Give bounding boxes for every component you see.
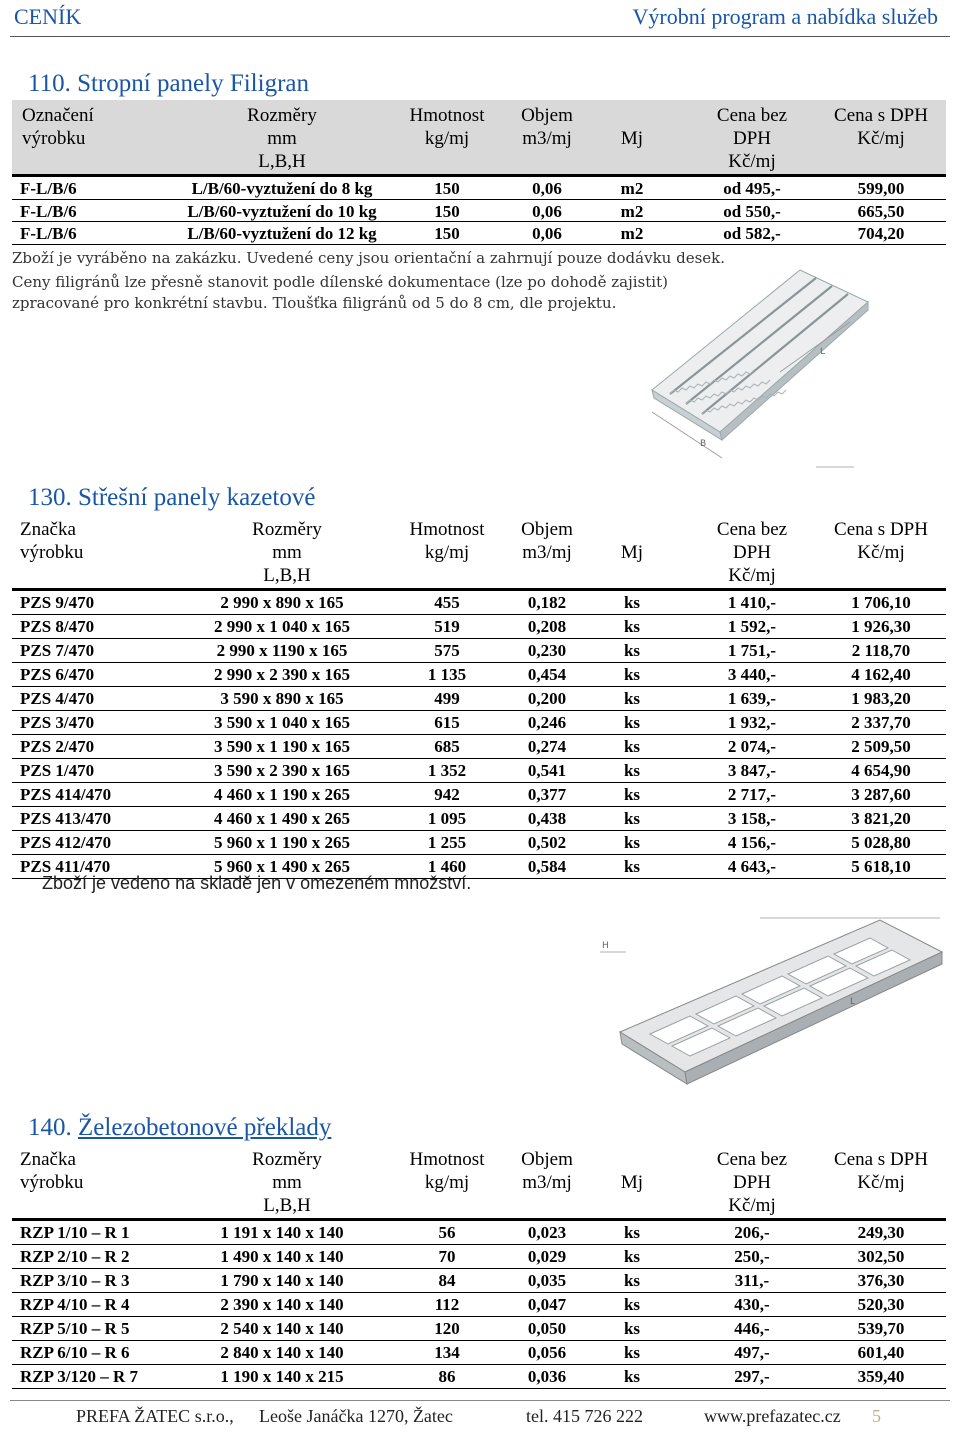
cell-price-net: 430,- [734, 1295, 770, 1314]
cell-designation: PZS 2/470 [20, 737, 95, 756]
cell-price-net: 297,- [734, 1367, 770, 1386]
cell-price-gross: 4 162,40 [851, 665, 911, 684]
col-price-net-header: Cena bez DPH Kč/mj [716, 1149, 788, 1216]
cell-weight: 120 [434, 1319, 460, 1338]
cell-price-net: 3 847,- [727, 761, 777, 780]
cell-volume: 0,502 [527, 833, 567, 852]
cell-weight: 150 [434, 201, 460, 221]
cell-price-gross: 2 118,70 [851, 641, 911, 660]
cell-price-net: 3 158,- [727, 809, 777, 828]
cell-price-net: 4 643,- [727, 857, 777, 876]
table-140-header [12, 1144, 946, 1221]
cell-price-gross: 1 983,20 [851, 689, 911, 708]
table-130-header [12, 514, 946, 591]
note-130: Zboží je vedeno na skladě jen v omezeném množství. [42, 873, 472, 893]
cell-weight: 942 [434, 785, 460, 804]
cell-dimensions: 1 191 x 140 x 140 [220, 1223, 344, 1242]
cell-designation: PZS 7/470 [20, 641, 95, 660]
cell-unit: ks [623, 641, 641, 660]
cell-dimensions: L/B/60-vyztužení do 8 kg [191, 179, 373, 198]
footer-page-number: 5 [872, 1406, 881, 1426]
table-row [12, 735, 946, 759]
footer-website[interactable]: www.prefazatec.cz [704, 1406, 841, 1426]
table-row [12, 759, 946, 783]
cell-unit: ks [623, 785, 641, 804]
cell-price-net: 1 592,- [727, 617, 777, 636]
cell-unit: ks [623, 617, 641, 636]
cell-unit: ks [623, 1295, 641, 1314]
cell-price-net: 206,- [734, 1223, 770, 1242]
cell-price-net: 1 639,- [727, 689, 777, 708]
cell-price-gross: 4 654,90 [851, 761, 911, 780]
col-weight-header: Hmotnost kg/mj [409, 105, 485, 149]
section-140-title: 140. Železobetonové překlady [28, 1114, 332, 1141]
cell-weight: 499 [434, 689, 460, 708]
table-row [12, 1317, 946, 1341]
cell-price-gross: 539,70 [857, 1319, 905, 1338]
cell-designation: PZS 6/470 [20, 665, 95, 684]
cell-designation: PZS 4/470 [20, 689, 95, 708]
cell-dimensions: L/B/60-vyztužení do 10 kg [187, 201, 377, 221]
cell-volume: 0,029 [527, 1247, 567, 1266]
cell-unit: ks [623, 833, 641, 852]
cell-dimensions: 2 840 x 140 x 140 [220, 1343, 344, 1362]
cell-price-gross: 376,30 [857, 1271, 905, 1290]
table-140-body [12, 1221, 946, 1389]
col-dimensions-header: Rozměry mm L,B,H [247, 105, 317, 172]
cell-unit: m2 [620, 201, 644, 221]
cell-dimensions: 1 490 x 140 x 140 [220, 1247, 344, 1266]
col-weight-header: Hmotnost kg/mj [409, 519, 485, 563]
cell-weight: 84 [438, 1271, 456, 1290]
filigran-panel-image [630, 262, 870, 477]
cell-dimensions: 2 990 x 1190 x 165 [216, 641, 348, 660]
cell-price-net: 2 717,- [727, 785, 777, 804]
cell-price-gross: 5 028,80 [851, 833, 911, 852]
table-110-header [12, 100, 946, 177]
table-110-body [12, 177, 946, 245]
cell-unit: ks [623, 1343, 641, 1362]
cell-volume: 0,056 [527, 1343, 567, 1362]
cell-weight: 575 [434, 641, 460, 660]
cell-designation: RZP 5/10 – R 5 [20, 1319, 130, 1338]
cell-designation: RZP 1/10 – R 1 [20, 1223, 130, 1242]
cell-volume: 0,023 [527, 1223, 567, 1242]
footer-company: PREFA ŽATEC s.r.o., [76, 1406, 234, 1426]
cell-dimensions: 3 590 x 1 040 x 165 [214, 713, 350, 732]
col-unit-header: Mj [620, 542, 644, 563]
cell-volume: 0,438 [527, 809, 567, 828]
table-row [12, 200, 946, 223]
note-110-2: Ceny filigránů lze přesně stanovit podle dílenské dokumentace (lze po dohodě zajistit) [12, 273, 668, 291]
cell-price-gross: 599,00 [857, 179, 905, 198]
col-unit-header: Mj [620, 1172, 644, 1193]
cell-weight: 455 [434, 593, 460, 612]
cell-unit: m2 [620, 224, 644, 243]
cell-price-gross: 359,40 [857, 1367, 905, 1386]
cell-volume: 0,541 [527, 761, 567, 780]
cell-dimensions: 4 460 x 1 190 x 265 [214, 785, 350, 804]
cell-volume: 0,036 [527, 1367, 567, 1386]
section-130-title: 130. Střešní panely kazetové [28, 484, 316, 511]
cell-dimensions: L/B/60-vyztužení do 12 kg [187, 224, 377, 243]
table-row [12, 1293, 946, 1317]
col-unit-header: Mj [620, 128, 644, 149]
cell-unit: ks [623, 713, 641, 732]
col-volume-header: Objem m3/mj [521, 105, 573, 149]
col-volume-header: Objem m3/mj [521, 1149, 573, 1193]
roof-panel-image [580, 912, 945, 1090]
cell-price-gross: 520,30 [857, 1295, 905, 1314]
cell-dimensions: 3 590 x 1 190 x 165 [214, 737, 350, 756]
cell-unit: ks [623, 737, 641, 756]
svg-text:L: L [850, 997, 856, 1007]
cell-dimensions: 5 960 x 1 490 x 265 [214, 857, 350, 876]
cell-volume: 0,246 [527, 713, 567, 732]
header-divider [10, 36, 950, 37]
cell-volume: 0,06 [532, 224, 562, 243]
cell-price-gross: 601,40 [857, 1343, 905, 1362]
col-designation-header: Označení výrobku [22, 105, 94, 149]
cell-dimensions: 3 590 x 890 x 165 [220, 689, 344, 708]
cell-unit: m2 [620, 179, 644, 198]
cell-weight: 1 255 [427, 833, 467, 852]
cell-dimensions: 1 190 x 140 x 215 [220, 1367, 344, 1386]
col-price-net-header: Cena bez DPH Kč/mj [716, 105, 788, 172]
cell-weight: 519 [434, 617, 460, 636]
cell-dimensions: 3 590 x 2 390 x 165 [214, 761, 350, 780]
cell-volume: 0,208 [527, 617, 567, 636]
cell-price-net: od 495,- [723, 179, 781, 198]
cell-price-gross: 1 706,10 [851, 593, 911, 612]
header-right: Výrobní program a nabídka služeb [632, 4, 938, 29]
cell-designation: PZS 413/470 [20, 809, 112, 828]
cell-price-net: 497,- [734, 1343, 770, 1362]
cell-unit: ks [623, 1247, 641, 1266]
cell-dimensions: 2 990 x 2 390 x 165 [214, 665, 350, 684]
cell-dimensions: 2 390 x 140 x 140 [220, 1295, 344, 1314]
svg-text:L: L [820, 347, 826, 357]
cell-designation: RZP 2/10 – R 2 [20, 1247, 130, 1266]
cell-designation: RZP 3/10 – R 3 [20, 1271, 130, 1290]
cell-unit: ks [623, 1319, 641, 1338]
cell-designation: PZS 1/470 [20, 761, 95, 780]
table-row [12, 1365, 946, 1389]
table-row [12, 1245, 946, 1269]
cell-volume: 0,035 [527, 1271, 567, 1290]
cell-weight: 1 352 [427, 761, 467, 780]
cell-volume: 0,182 [527, 593, 567, 612]
cell-designation: PZS 9/470 [20, 593, 95, 612]
cell-unit: ks [623, 857, 641, 876]
cell-price-net: 1 410,- [727, 593, 777, 612]
cell-designation: PZS 412/470 [20, 833, 112, 852]
cell-price-gross: 2 509,50 [851, 737, 911, 756]
cell-weight: 56 [438, 1223, 456, 1242]
table-row [12, 711, 946, 735]
note-110-1: Zboží je vyráběno na zakázku. Uvedené ceny jsou orientační a zahrnují pouze dodávku desek. [12, 249, 726, 267]
cell-price-gross: 2 337,70 [851, 713, 911, 732]
cell-price-net: od 582,- [723, 224, 781, 243]
cell-weight: 150 [434, 179, 460, 198]
cell-volume: 0,274 [527, 737, 567, 756]
table-row [12, 831, 946, 855]
cell-volume: 0,06 [532, 201, 562, 221]
cell-designation: F-L/B/6 [20, 224, 77, 243]
cell-designation: PZS 8/470 [20, 617, 95, 636]
cell-weight: 150 [434, 224, 460, 243]
cell-volume: 0,584 [527, 857, 567, 876]
cell-unit: ks [623, 761, 641, 780]
cell-unit: ks [623, 809, 641, 828]
footer-phone: tel. 415 726 222 [526, 1406, 643, 1426]
header-left: CENÍK [14, 4, 82, 29]
col-mark-header: Značka výrobku [20, 1149, 84, 1193]
table-row [12, 615, 946, 639]
col-weight-header: Hmotnost kg/mj [409, 1149, 485, 1193]
cell-designation: RZP 4/10 – R 4 [20, 1295, 130, 1314]
cell-price-net: 4 156,- [727, 833, 777, 852]
cell-price-net: 2 074,- [727, 737, 777, 756]
cell-dimensions: 2 540 x 140 x 140 [220, 1319, 344, 1338]
cell-price-gross: 249,30 [857, 1223, 905, 1242]
footer-divider [10, 1400, 950, 1401]
cell-price-gross: 3 287,60 [851, 785, 911, 804]
table-row [12, 1269, 946, 1293]
cell-weight: 1 095 [427, 809, 467, 828]
table-140 [12, 1144, 946, 1389]
col-volume-header: Objem m3/mj [521, 519, 573, 563]
cell-price-net: 250,- [734, 1247, 770, 1266]
col-dimensions-header: Rozměry mm L,B,H [252, 519, 322, 586]
cell-volume: 0,200 [527, 689, 567, 708]
col-price-gross-header: Cena s DPH Kč/mj [834, 105, 928, 149]
cell-weight: 70 [438, 1247, 456, 1266]
cell-weight: 86 [438, 1367, 456, 1386]
cell-dimensions: 4 460 x 1 490 x 265 [214, 809, 350, 828]
table-row [12, 1221, 946, 1245]
table-110 [12, 100, 946, 245]
cell-price-net: 3 440,- [727, 665, 777, 684]
table-row [12, 591, 946, 615]
cell-unit: ks [623, 1223, 641, 1242]
cell-volume: 0,050 [527, 1319, 567, 1338]
table-row [12, 177, 946, 200]
col-price-gross-header: Cena s DPH Kč/mj [834, 1149, 928, 1193]
cell-price-net: 446,- [734, 1319, 770, 1338]
cell-price-gross: 302,50 [857, 1247, 905, 1266]
table-row [12, 687, 946, 711]
col-mark-header: Značka výrobku [20, 519, 84, 563]
cell-price-net: od 550,- [723, 201, 781, 221]
cell-designation: PZS 3/470 [20, 713, 95, 732]
cell-unit: ks [623, 1367, 641, 1386]
svg-text:B: B [700, 439, 707, 449]
cell-price-gross: 3 821,20 [851, 809, 911, 828]
cell-weight: 112 [434, 1295, 460, 1314]
table-row [12, 1341, 946, 1365]
cell-dimensions: 1 790 x 140 x 140 [220, 1271, 344, 1290]
cell-price-gross: 665,50 [857, 201, 905, 221]
table-130 [12, 514, 946, 879]
table-row [12, 807, 946, 831]
cell-dimensions: 2 990 x 890 x 165 [220, 593, 344, 612]
cell-dimensions: 5 960 x 1 190 x 265 [214, 833, 350, 852]
col-price-net-header: Cena bez DPH Kč/mj [716, 519, 788, 586]
cell-price-net: 1 751,- [727, 641, 777, 660]
cell-unit: ks [623, 689, 641, 708]
col-price-gross-header: Cena s DPH Kč/mj [834, 519, 928, 563]
cell-volume: 0,377 [527, 785, 567, 804]
cell-price-gross: 1 926,30 [851, 617, 911, 636]
cell-designation: PZS 414/470 [20, 785, 112, 804]
table-row [12, 639, 946, 663]
page-header [0, 0, 960, 40]
cell-unit: ks [623, 665, 641, 684]
col-dimensions-header: Rozměry mm L,B,H [252, 1149, 322, 1216]
footer-address: Leoše Janáčka 1270, Žatec [259, 1406, 453, 1426]
cell-weight: 685 [434, 737, 460, 756]
cell-designation: RZP 6/10 – R 6 [20, 1343, 130, 1362]
note-110-3: zpracované pro konkrétní stavbu. Tloušťka filigránů od 5 do 8 cm, dle projektu. [12, 294, 617, 312]
cell-unit: ks [623, 593, 641, 612]
table-row [12, 222, 946, 245]
cell-volume: 0,06 [532, 179, 562, 198]
cell-volume: 0,047 [527, 1295, 567, 1314]
cell-weight: 1 460 [427, 857, 467, 876]
table-130-body [12, 591, 946, 879]
cell-designation: F-L/B/6 [20, 201, 77, 221]
table-row [12, 663, 946, 687]
table-row [12, 783, 946, 807]
cell-price-gross: 5 618,10 [851, 857, 911, 876]
cell-price-net: 311,- [734, 1271, 770, 1290]
cell-price-gross: 704,20 [857, 224, 905, 243]
cell-designation: PZS 411/470 [20, 857, 111, 876]
cell-unit: ks [623, 1271, 641, 1290]
cell-weight: 134 [434, 1343, 460, 1362]
svg-text:H: H [602, 941, 609, 951]
section-110-title: 110. Stropní panely Filigran [28, 70, 309, 97]
cell-weight: 1 135 [427, 665, 467, 684]
cell-designation: RZP 3/120 – R 7 [20, 1367, 139, 1386]
cell-weight: 615 [434, 713, 460, 732]
cell-dimensions: 2 990 x 1 040 x 165 [214, 617, 350, 636]
cell-volume: 0,454 [527, 665, 567, 684]
cell-price-net: 1 932,- [727, 713, 777, 732]
cell-volume: 0,230 [527, 641, 567, 660]
cell-designation: F-L/B/6 [20, 179, 77, 198]
